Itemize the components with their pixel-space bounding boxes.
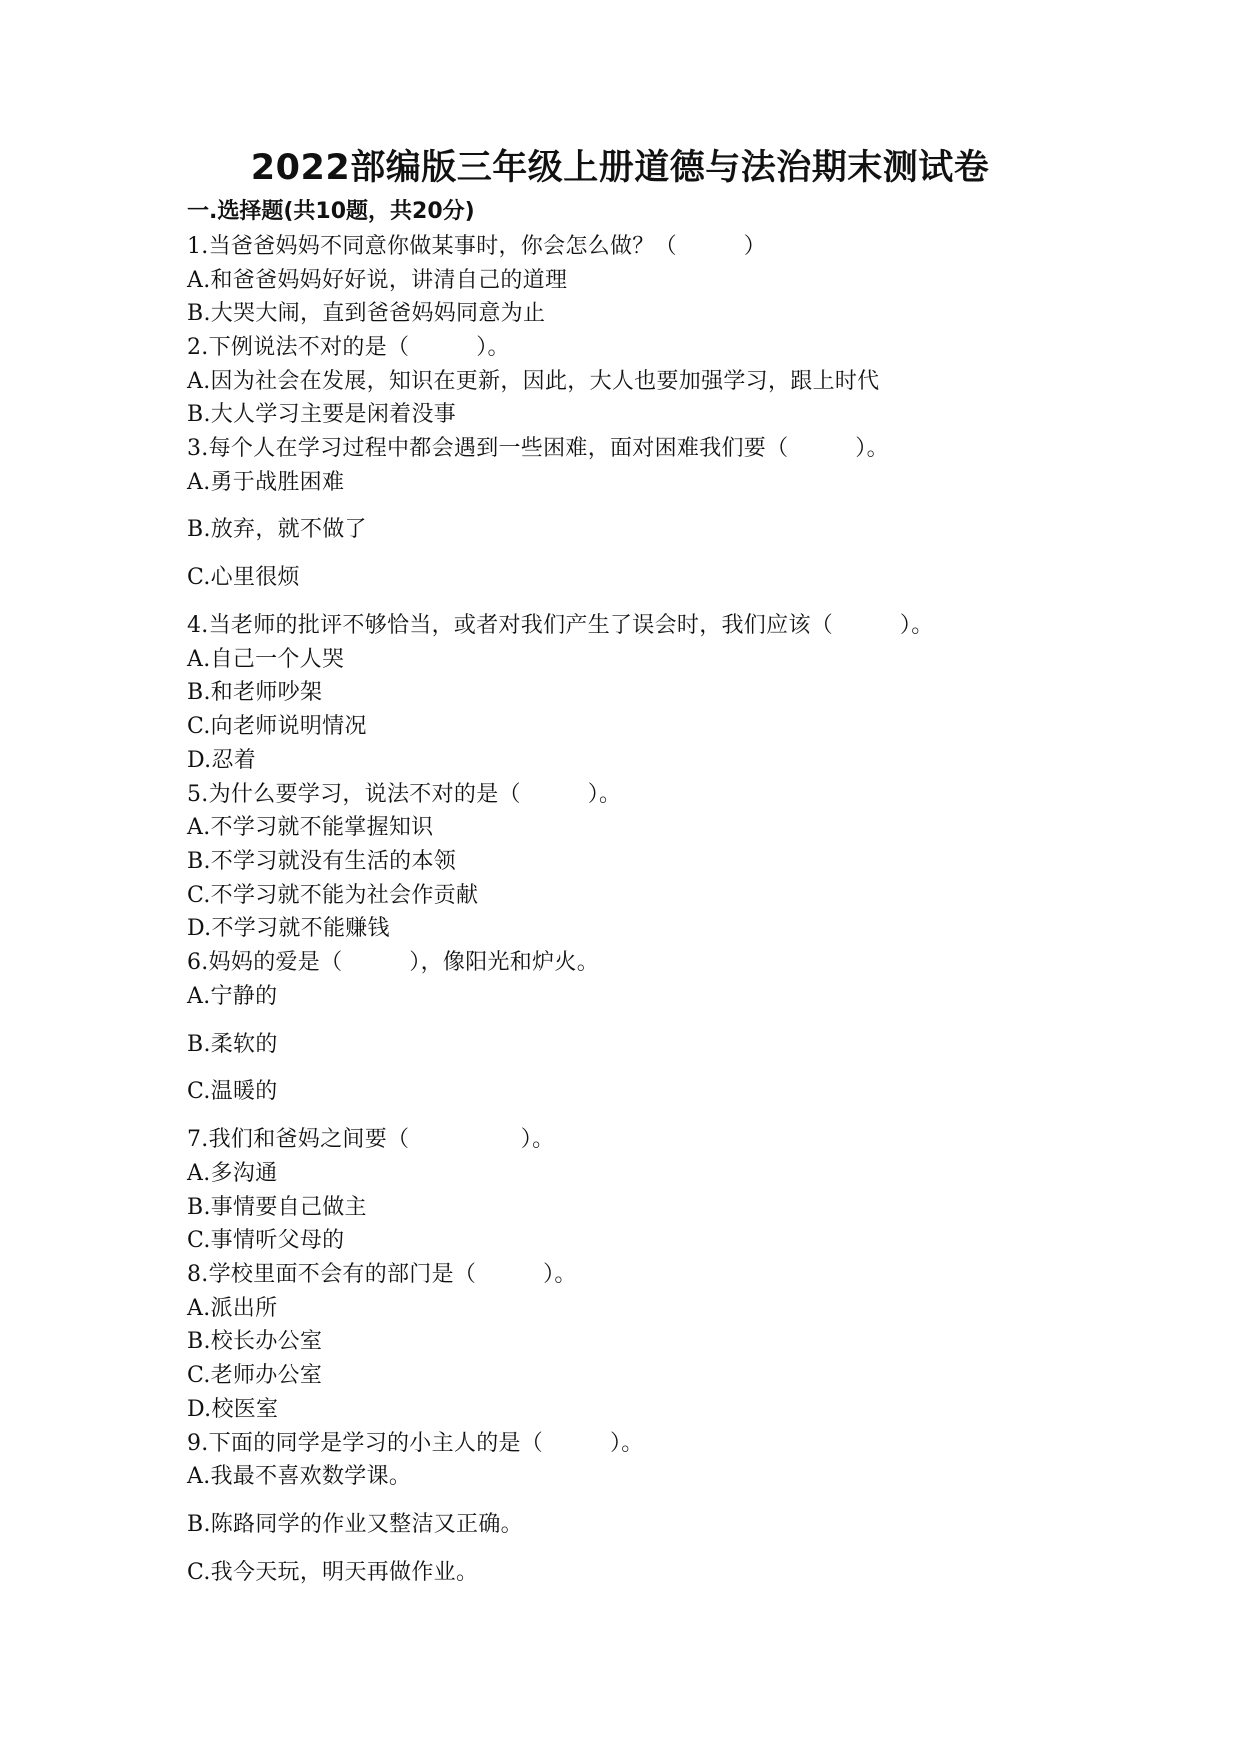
question-4-option-a: A.自己一个人哭	[187, 647, 345, 672]
question-8-option-a: A.派出所	[187, 1296, 278, 1321]
question-7: 7.我们和爸妈之间要（ ）。	[187, 1127, 555, 1152]
question-2: 2.下例说法不对的是（ ）。	[187, 335, 510, 360]
page-title: 2022部编版三年级上册道德与法治期末测试卷	[250, 148, 990, 188]
question-7-option-b: B.事情要自己做主	[187, 1195, 367, 1220]
question-1-option-a: A.和爸爸妈妈好好说，讲清自己的道理	[187, 268, 568, 293]
question-6-option-c: C.温暖的	[187, 1079, 278, 1104]
question-3-option-b: B.放弃，就不做了	[187, 517, 367, 542]
question-1-option-b: B.大哭大闹，直到爸爸妈妈同意为止	[187, 301, 546, 326]
question-8-option-b: B.校长办公室	[187, 1329, 323, 1354]
question-6-option-b: B.柔软的	[187, 1032, 278, 1057]
section-heading: 一.选择题(共10题，共20分)	[187, 199, 475, 224]
question-3-option-c: C.心里很烦	[187, 565, 300, 590]
question-5: 5.为什么要学习，说法不对的是（ ）。	[187, 782, 622, 807]
question-5-option-d: D.不学习就不能赚钱	[187, 916, 390, 941]
question-9-option-c: C.我今天玩，明天再做作业。	[187, 1560, 479, 1585]
question-5-option-c: C.不学习就不能为社会作贡献	[187, 883, 479, 908]
question-3-option-a: A.勇于战胜困难	[187, 470, 345, 495]
question-6-option-a: A.宁静的	[187, 984, 278, 1009]
question-8: 8.学校里面不会有的部门是（ ）。	[187, 1262, 577, 1287]
question-6: 6.妈妈的爱是（ ），像阳光和炉火。	[187, 950, 599, 975]
question-5-option-b: B.不学习就没有生活的本领	[187, 849, 457, 874]
question-9-option-a: A.我最不喜欢数学课。	[187, 1464, 412, 1489]
question-3: 3.每个人在学习过程中都会遇到一些困难，面对困难我们要（ ）。	[187, 436, 889, 461]
question-2-option-b: B.大人学习主要是闲着没事	[187, 402, 457, 427]
question-5-option-a: A.不学习就不能掌握知识	[187, 815, 434, 840]
question-8-option-c: C.老师办公室	[187, 1363, 323, 1388]
question-1: 1.当爸爸妈妈不同意你做某事时，你会怎么做？（ ）	[187, 234, 767, 259]
question-2-option-a: A.因为社会在发展，知识在更新，因此，大人也要加强学习，跟上时代	[187, 369, 880, 394]
question-7-option-c: C.事情听父母的	[187, 1228, 345, 1253]
question-7-option-a: A.多沟通	[187, 1161, 278, 1186]
question-4-option-d: D.忍着	[187, 748, 257, 773]
question-4-option-b: B.和老师吵架	[187, 680, 323, 705]
question-4: 4.当老师的批评不够恰当，或者对我们产生了误会时，我们应该（ ）。	[187, 613, 934, 638]
question-8-option-d: D.校医室	[187, 1397, 279, 1422]
question-4-option-c: C.向老师说明情况	[187, 714, 367, 739]
question-9: 9.下面的同学是学习的小主人的是（ ）。	[187, 1431, 644, 1456]
question-9-option-b: B.陈路同学的作业又整洁又正确。	[187, 1512, 523, 1537]
